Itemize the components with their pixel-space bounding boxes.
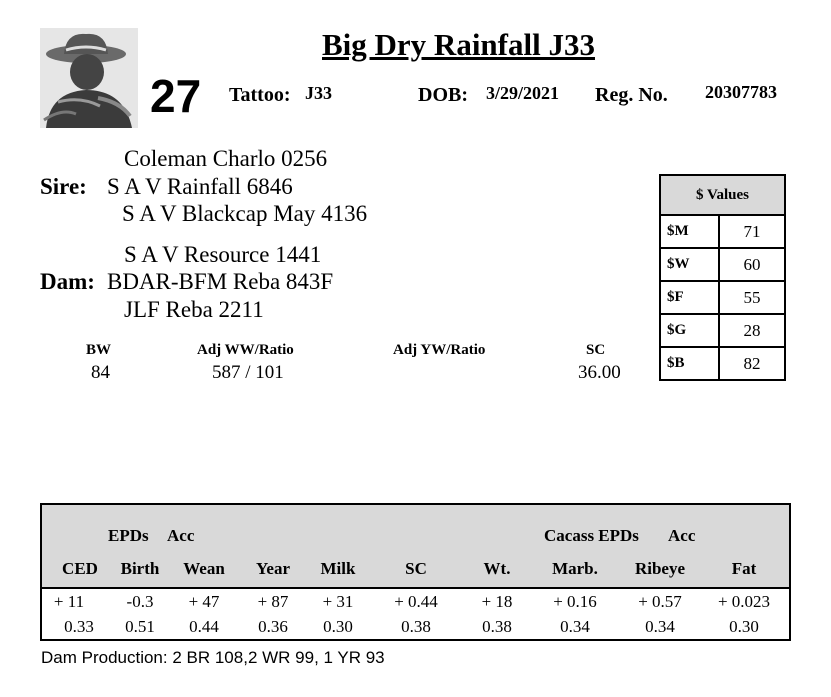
epd-accuracy: 0.38 bbox=[482, 617, 512, 636]
cowboy-silhouette-icon bbox=[40, 28, 138, 128]
page-title: Big Dry Rainfall J33 bbox=[322, 27, 595, 62]
lot-number: 27 bbox=[150, 70, 202, 122]
epd-accuracy: 0.36 bbox=[258, 617, 288, 636]
bw-value: 84 bbox=[91, 362, 110, 383]
dam-production: Dam Production: 2 BR 108,2 WR 99, 1 YR 93 bbox=[41, 648, 385, 667]
epd-accuracy: 0.33 bbox=[64, 617, 94, 636]
carcass-epds-label: Cacass EPDs bbox=[544, 526, 639, 545]
sire-dam: S A V Blackcap May 4136 bbox=[122, 201, 368, 226]
bw-label: BW bbox=[86, 342, 112, 358]
dam-sire: S A V Resource 1441 bbox=[124, 242, 322, 267]
epd-value: + 18 bbox=[481, 592, 513, 611]
epd-col-header: Wt. bbox=[483, 559, 511, 578]
epd-col-header: Year bbox=[256, 559, 290, 578]
epd-value: -0.3 bbox=[126, 592, 154, 611]
dollar-value: 82 bbox=[719, 347, 785, 380]
dam-name: BDAR-BFM Reba 843F bbox=[107, 269, 334, 294]
dollar-label: $B bbox=[660, 347, 719, 380]
dollar-label: $F bbox=[660, 281, 719, 314]
epd-value: + 31 bbox=[322, 592, 354, 611]
epd-table bbox=[40, 503, 791, 641]
dollar-value: 55 bbox=[719, 281, 785, 314]
epd-value: + 0.57 bbox=[638, 592, 682, 611]
dollar-values-table bbox=[659, 174, 786, 381]
epd-col-header: Marb. bbox=[552, 559, 598, 578]
epd-value: + 47 bbox=[188, 592, 220, 611]
sc-label: SC bbox=[586, 342, 606, 358]
epd-col-header: CED bbox=[62, 559, 98, 578]
epd-value: + 87 bbox=[257, 592, 289, 611]
epd-accuracy: 0.30 bbox=[323, 617, 353, 636]
carcass-acc-label: Acc bbox=[668, 526, 696, 545]
dob-label: DOB: bbox=[418, 84, 468, 106]
dollar-value: 60 bbox=[719, 248, 785, 281]
sire-sire: Coleman Charlo 0256 bbox=[124, 146, 328, 171]
epd-accuracy: 0.51 bbox=[125, 617, 155, 636]
sc-value: 36.00 bbox=[578, 362, 621, 383]
epd-accuracy: 0.30 bbox=[729, 617, 759, 636]
dob-value: 3/29/2021 bbox=[486, 83, 560, 103]
epd-table-header bbox=[42, 505, 789, 589]
dollar-label: $M bbox=[660, 215, 719, 248]
table-row bbox=[660, 281, 785, 314]
dam-dam: JLF Reba 2211 bbox=[124, 297, 264, 322]
sire-name: S A V Rainfall 6846 bbox=[107, 174, 293, 199]
epd-value: + 0.44 bbox=[394, 592, 438, 611]
adj-ww-value: 587 / 101 bbox=[212, 362, 284, 383]
adj-ww-label: Adj WW/Ratio bbox=[197, 342, 294, 358]
reg-no-value: 20307783 bbox=[705, 82, 777, 102]
dollar-value: 71 bbox=[719, 215, 785, 248]
epd-col-header: SC bbox=[405, 559, 427, 578]
epd-col-header: Fat bbox=[731, 559, 757, 578]
sire-label: Sire: bbox=[40, 174, 87, 199]
epd-col-header: Milk bbox=[320, 559, 356, 578]
epd-accuracy: 0.44 bbox=[189, 617, 219, 636]
table-row bbox=[660, 314, 785, 347]
dollar-values-header: $ Values bbox=[660, 175, 785, 215]
dam-label: Dam: bbox=[40, 269, 95, 294]
table-row bbox=[660, 347, 785, 380]
adj-yw-label: Adj YW/Ratio bbox=[393, 342, 486, 358]
dollar-label: $W bbox=[660, 248, 719, 281]
epd-value: + 11 bbox=[53, 592, 85, 611]
tattoo-label: Tattoo: bbox=[229, 84, 291, 106]
epds-acc-label: Acc bbox=[167, 526, 195, 545]
epds-group-label: EPDs bbox=[108, 526, 149, 545]
dollar-value: 28 bbox=[719, 314, 785, 347]
dollar-label: $G bbox=[660, 314, 719, 347]
epd-value: + 0.023 bbox=[717, 592, 771, 611]
epd-accuracy: 0.34 bbox=[645, 617, 675, 636]
reg-no-label: Reg. No. bbox=[595, 84, 668, 106]
cowboy-logo bbox=[40, 28, 138, 128]
table-row bbox=[660, 248, 785, 281]
epd-value: + 0.16 bbox=[553, 592, 597, 611]
table-row bbox=[660, 215, 785, 248]
epd-col-header: Wean bbox=[183, 559, 225, 578]
epd-col-header: Birth bbox=[120, 559, 160, 578]
tattoo-value: J33 bbox=[305, 83, 332, 103]
epd-col-header: Ribeye bbox=[634, 559, 686, 578]
epd-accuracy: 0.34 bbox=[560, 617, 590, 636]
epd-accuracy: 0.38 bbox=[401, 617, 431, 636]
